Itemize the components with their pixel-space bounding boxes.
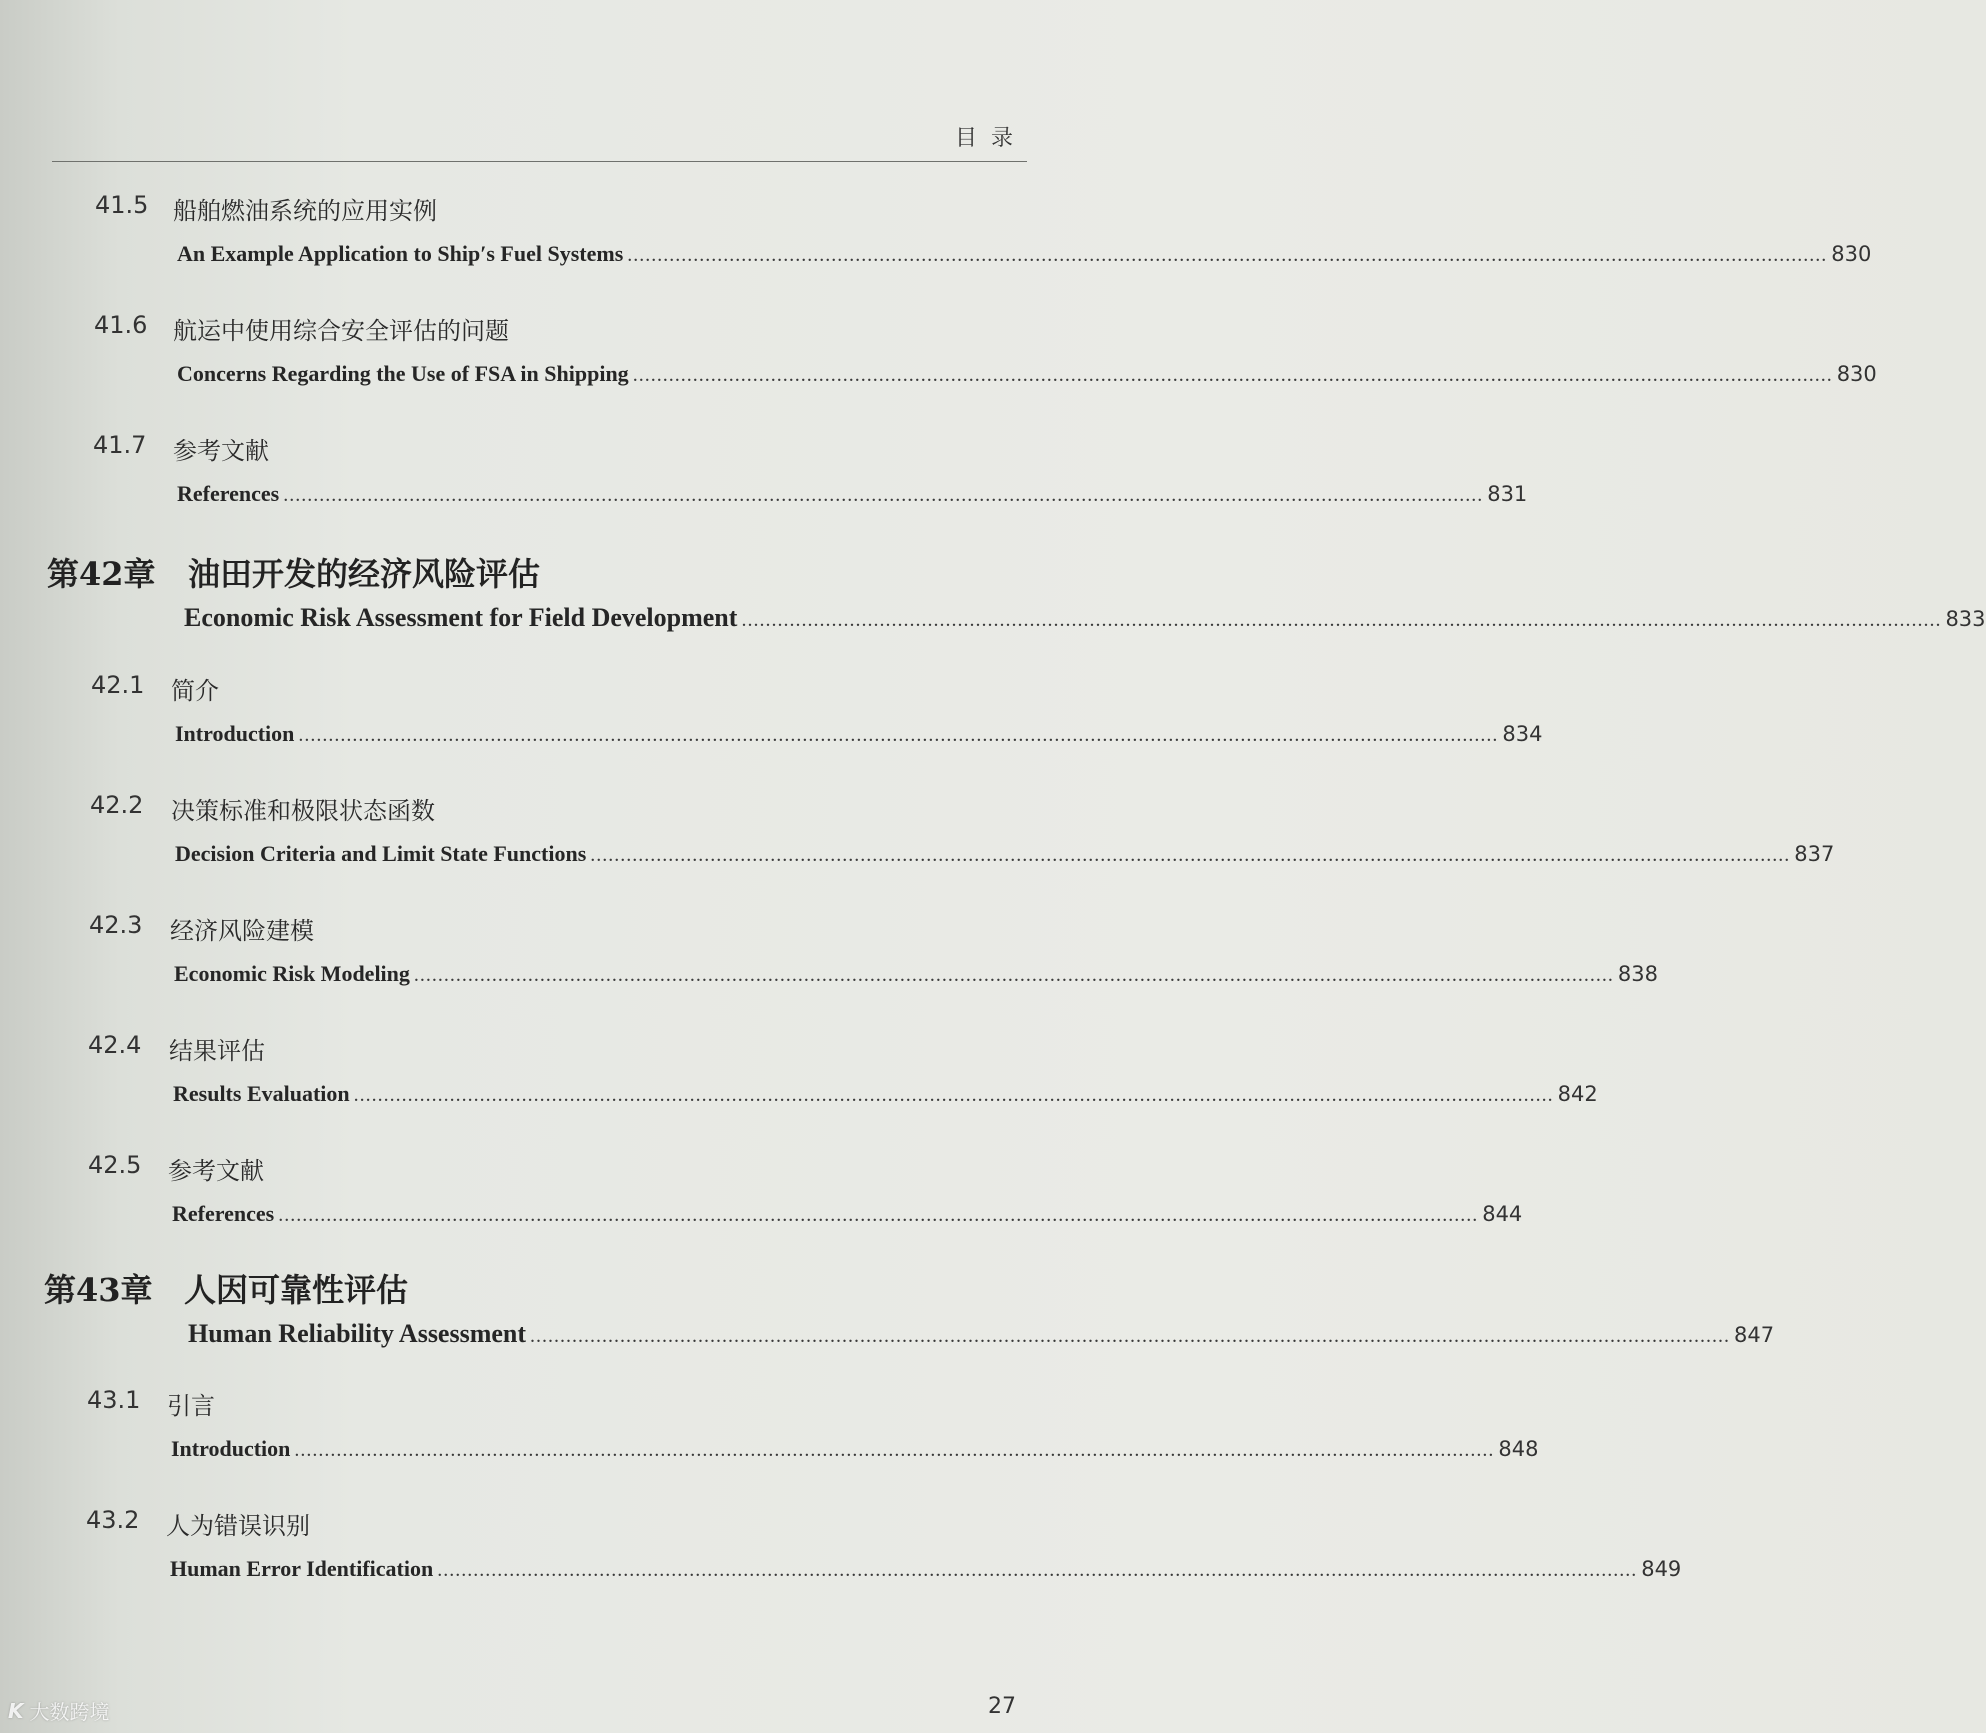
section-title-cn: 决策标准和极限状态函数: [171, 797, 435, 825]
section-title-cn: 船舶燃油系统的应用实例: [173, 197, 437, 225]
page-number: 847: [1734, 1323, 1775, 1347]
page-number: 830: [1836, 362, 1877, 386]
leader-dots: ........................................................................................................................................................................................................: [294, 1439, 1495, 1461]
toc-line: [177, 481, 1528, 511]
section-number: 42.1: [91, 671, 145, 699]
toc-line: [184, 603, 1986, 633]
leader-dots: ........................................................................................................................................................................................................: [413, 964, 1614, 986]
page-number: 834: [1502, 722, 1543, 746]
page-number: 831: [1487, 482, 1528, 506]
section-number: 42.4: [88, 1031, 142, 1059]
chapter-title-en: Human Reliability Assessment: [188, 1319, 527, 1348]
section-title-en: Results Evaluation: [173, 1081, 350, 1106]
section-title-en: Concerns Regarding the Use of FSA in Shipping: [177, 361, 629, 386]
section-number: 41.6: [94, 311, 148, 339]
section-number: 43.1: [87, 1386, 141, 1414]
watermark: [8, 1696, 110, 1725]
toc-line: [173, 1081, 1598, 1111]
section-title-cn: 简介: [171, 677, 219, 705]
page-number: 842: [1557, 1082, 1598, 1106]
section-number: 42.2: [90, 791, 144, 819]
chapter-number: 第42章: [47, 555, 156, 593]
section-number: 43.2: [86, 1506, 140, 1534]
watermark-text: 大数跨境: [29, 1700, 110, 1724]
leader-dots: ........................................................................................................................................................................................................: [353, 1084, 1554, 1106]
leader-dots: ........................................................................................................................................................................................................: [530, 1325, 1731, 1347]
chapter-title-en: Economic Risk Assessment for Field Development: [184, 603, 738, 632]
section-title-en: Introduction: [171, 1436, 291, 1461]
page-number: 833: [1945, 607, 1986, 631]
leader-dots: ........................................................................................................................................................................................................: [590, 844, 1791, 866]
toc-line: [177, 361, 1877, 391]
section-title-cn: 人为错误识别: [166, 1512, 310, 1540]
toc-line: [175, 841, 1835, 871]
toc-line: [174, 961, 1658, 991]
leader-dots: ........................................................................................................................................................................................................: [437, 1559, 1638, 1581]
section-number: 41.7: [93, 431, 147, 459]
section-title-cn: 结果评估: [169, 1037, 265, 1065]
header-title: 目录: [954, 126, 1027, 151]
section-title-en: Human Error Identification: [170, 1556, 434, 1581]
page-number: 849: [1641, 1557, 1682, 1581]
section-number: 41.5: [95, 191, 149, 219]
section-title-cn: 经济风险建模: [170, 917, 314, 945]
leader-dots: ........................................................................................................................................................................................................: [627, 244, 1828, 266]
toc-line: [171, 1436, 1539, 1466]
section-title-en: An Example Application to Ship′s Fuel Systems: [177, 241, 624, 266]
toc-line: [172, 1201, 1523, 1231]
leader-dots: ........................................................................................................................................................................................................: [632, 364, 1833, 386]
section-number: 42.3: [89, 911, 143, 939]
page-footer-number: 27: [988, 1694, 1016, 1719]
section-title-cn: 航运中使用综合安全评估的问题: [173, 317, 509, 345]
page-number: 837: [1794, 842, 1835, 866]
chapter-title-cn: 油田开发的经济风险评估: [188, 555, 541, 593]
section-title-cn: 参考文献: [168, 1157, 264, 1185]
page-header: [52, 117, 1027, 162]
toc-line: [170, 1556, 1682, 1586]
page-number: 844: [1482, 1202, 1523, 1226]
section-number: 42.5: [88, 1151, 142, 1179]
page-number: 830: [1831, 242, 1872, 266]
chapter-title-cn: 人因可靠性评估: [184, 1271, 409, 1309]
section-title-cn: 引言: [167, 1392, 215, 1420]
section-title-en: Economic Risk Modeling: [174, 961, 410, 986]
leader-dots: ........................................................................................................................................................................................................: [278, 1204, 1479, 1226]
leader-dots: ........................................................................................................................................................................................................: [283, 484, 1484, 506]
leader-dots: ........................................................................................................................................................................................................: [741, 609, 1942, 631]
section-title-cn: 参考文献: [173, 437, 269, 465]
page-number: 848: [1498, 1437, 1539, 1461]
toc-line: [175, 721, 1543, 751]
chapter-number: 第43章: [44, 1271, 153, 1309]
watermark-logo-icon: K: [8, 1698, 24, 1723]
section-title-en: References: [177, 481, 280, 506]
page-number: 838: [1617, 962, 1658, 986]
section-title-en: References: [172, 1201, 275, 1226]
toc-line: [188, 1319, 1775, 1349]
leader-dots: ........................................................................................................................................................................................................: [298, 724, 1499, 746]
section-title-en: Introduction: [175, 721, 295, 746]
toc-line: [177, 241, 1872, 271]
section-title-en: Decision Criteria and Limit State Functions: [175, 841, 587, 866]
